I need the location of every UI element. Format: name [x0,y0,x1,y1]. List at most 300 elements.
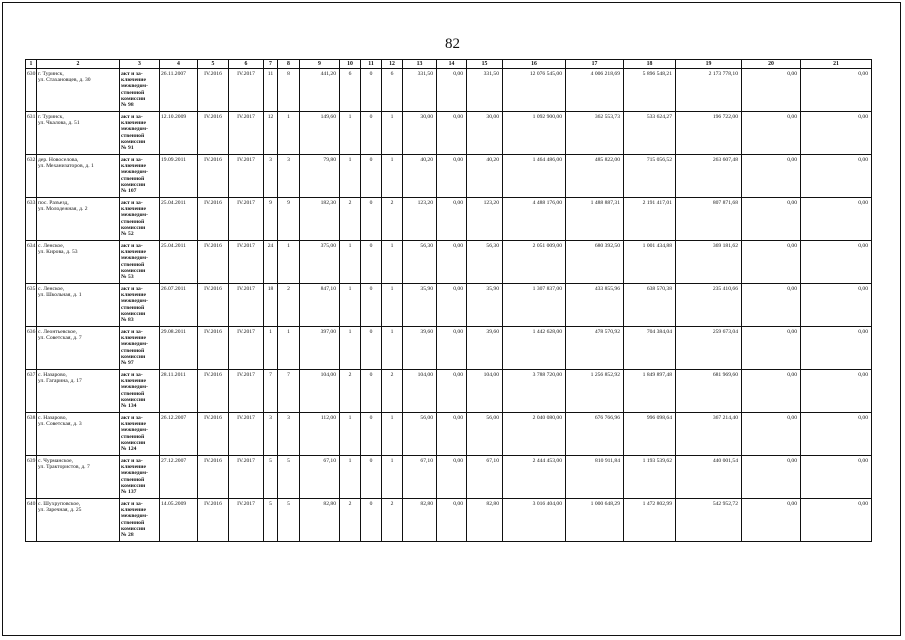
address-line: ул. Советская, д. 3 [38,421,82,428]
basis-line: межведом- [121,126,148,133]
cell-col-16: 1 464 486,00 [503,155,566,198]
column-header-18: 18 [624,60,676,69]
cell-col-9: 397,00 [300,327,340,370]
cell-col-21: 0,00 [801,499,872,542]
table-row [26,499,872,542]
basis-line: межведом- [121,427,148,434]
cell-col-5: IV.2016 [198,499,229,542]
basis-line: межведом- [121,384,148,391]
cell-col-11: 0 [361,241,382,284]
basis-line: № 124 [121,446,137,453]
cell-col-4: 19.09.2011 [160,155,198,198]
basis-line: ственной [121,519,145,526]
cell-col-9: 67,10 [300,456,340,499]
cell-col-21: 0,00 [801,112,872,155]
basis-line: ключение [121,206,146,213]
cell-col-16: 2 040 080,00 [503,413,566,456]
basis-line: комиссии [121,482,146,489]
table-row [26,284,872,327]
cell-col-5: IV.2016 [198,327,229,370]
cell-col-7: 5 [264,456,278,499]
basis-line: № 134 [121,403,137,410]
basis-cell [120,327,160,370]
basis-line: ственной [121,390,145,397]
cell-col-18: 715 056,52 [624,155,676,198]
cell-col-10: 1 [340,241,361,284]
table-row [26,198,872,241]
column-header-8: 8 [278,60,300,69]
basis-line: комиссии [121,267,146,274]
address-line: с. Леонтьевское, [38,329,78,335]
basis-line: ственной [121,218,145,225]
cell-col-10: 1 [340,413,361,456]
address-cell [37,198,120,241]
basis-line: межведом- [121,513,148,520]
cell-col-21: 0,00 [801,370,872,413]
cell-col-14: 0,00 [437,69,467,112]
cell-col-17: 362 553,73 [566,112,624,155]
basis-line: акт и за- [121,501,143,507]
cell-col-10: 1 [340,112,361,155]
basis-line: межведом- [121,212,148,219]
basis-line: акт и за- [121,71,143,77]
cell-col-5: IV.2016 [198,370,229,413]
cell-col-18: 704 384,04 [624,327,676,370]
address-cell [37,456,120,499]
basis-line: ключение [121,163,146,170]
cell-col-14: 0,00 [437,241,467,284]
cell-col-9: 375,00 [300,241,340,284]
basis-cell [120,284,160,327]
cell-col-8: 1 [278,112,300,155]
cell-col-6: IV.2017 [229,284,264,327]
row-number: 634 [26,241,37,284]
cell-col-18: 1 849 897,48 [624,370,676,413]
basis-line: комиссии [121,181,146,188]
cell-col-5: IV.2016 [198,456,229,499]
cell-col-20: 0,00 [742,456,801,499]
cell-col-4: 26.11.2007 [160,69,198,112]
table-row [26,413,872,456]
row-number: 630 [26,69,37,112]
cell-col-15: 104,00 [467,370,503,413]
basis-line: № 107 [121,188,137,195]
basis-cell [120,370,160,413]
cell-col-9: 149,60 [300,112,340,155]
cell-col-15: 67,10 [467,456,503,499]
cell-col-13: 56,30 [403,241,437,284]
cell-col-5: IV.2016 [198,69,229,112]
cell-col-6: IV.2017 [229,241,264,284]
cell-col-19: 196 722,00 [676,112,742,155]
cell-col-7: 9 [264,198,278,241]
row-number: 633 [26,198,37,241]
cell-col-13: 67,10 [403,456,437,499]
cell-col-16: 2 444 453,00 [503,456,566,499]
basis-line: межведом- [121,470,148,477]
cell-col-20: 0,00 [742,241,801,284]
basis-line: комиссии [121,224,146,231]
cell-col-6: IV.2017 [229,499,264,542]
basis-line: № 91 [121,145,134,152]
cell-col-13: 123,20 [403,198,437,241]
address-cell [37,112,120,155]
cell-col-8: 7 [278,370,300,413]
cell-col-12: 2 [382,198,403,241]
address-cell [37,69,120,112]
cell-col-8: 2 [278,284,300,327]
basis-line: ственной [121,304,145,311]
cell-col-8: 3 [278,413,300,456]
address-line: ул. Кирова, д. 53 [38,249,78,256]
cell-col-7: 11 [264,69,278,112]
address-line: с. Назарово, [38,372,67,378]
basis-cell [120,198,160,241]
cell-col-11: 0 [361,413,382,456]
cell-col-13: 331,50 [403,69,437,112]
cell-col-16: 3 016 404,00 [503,499,566,542]
cell-col-18: 638 570,38 [624,284,676,327]
column-header-5: 5 [198,60,229,69]
cell-col-11: 0 [361,155,382,198]
basis-line: комиссии [121,525,146,532]
cell-col-13: 104,00 [403,370,437,413]
cell-col-16: 1 307 837,00 [503,284,566,327]
basis-line: № 52 [121,231,134,238]
row-number: 632 [26,155,37,198]
basis-line: № 97 [121,360,134,367]
row-number: 640 [26,499,37,542]
cell-col-7: 1 [264,327,278,370]
row-number: 638 [26,413,37,456]
cell-col-5: IV.2016 [198,155,229,198]
cell-col-20: 0,00 [742,284,801,327]
cell-col-21: 0,00 [801,69,872,112]
basis-line: ключение [121,507,146,514]
basis-cell [120,69,160,112]
basis-line: акт и за- [121,329,143,335]
address-line: г. Туринск, [38,71,64,77]
cell-col-17: 485 822,00 [566,155,624,198]
basis-line: межведом- [121,341,148,348]
address-cell [37,327,120,370]
cell-col-13: 82,80 [403,499,437,542]
column-header-4: 4 [160,60,198,69]
row-number: 637 [26,370,37,413]
cell-col-14: 0,00 [437,284,467,327]
cell-col-4: 14.05.2009 [160,499,198,542]
basis-line: ключение [121,378,146,385]
cell-col-12: 1 [382,155,403,198]
cell-col-20: 0,00 [742,112,801,155]
basis-cell [120,155,160,198]
basis-cell [120,456,160,499]
cell-col-12: 1 [382,284,403,327]
column-header-14: 14 [437,60,467,69]
cell-col-12: 2 [382,499,403,542]
cell-col-14: 0,00 [437,327,467,370]
column-header-17: 17 [566,60,624,69]
cell-col-21: 0,00 [801,327,872,370]
cell-col-20: 0,00 [742,327,801,370]
address-line: с. Шухруповское, [38,501,81,507]
cell-col-20: 0,00 [742,198,801,241]
column-header-6: 6 [229,60,264,69]
row-number: 639 [26,456,37,499]
column-header-10: 10 [340,60,361,69]
basis-line: комиссии [121,310,146,317]
cell-col-16: 1 442 628,00 [503,327,566,370]
cell-col-17: 433 855,96 [566,284,624,327]
cell-col-11: 0 [361,327,382,370]
cell-col-13: 30,00 [403,112,437,155]
address-cell [37,370,120,413]
cell-col-17: 1 488 887,31 [566,198,624,241]
cell-col-5: IV.2016 [198,198,229,241]
cell-col-7: 24 [264,241,278,284]
cell-col-15: 123,20 [467,198,503,241]
address-line: пос. Разъезд, [38,200,69,206]
basis-line: акт и за- [121,157,143,163]
cell-col-17: 1 256 852,92 [566,370,624,413]
row-number: 635 [26,284,37,327]
cell-col-15: 40,20 [467,155,503,198]
cell-col-19: 369 181,62 [676,241,742,284]
cell-col-19: 235 410,66 [676,284,742,327]
cell-col-5: IV.2016 [198,241,229,284]
address-cell [37,284,120,327]
cell-col-8: 5 [278,456,300,499]
cell-col-12: 1 [382,413,403,456]
cell-col-14: 0,00 [437,112,467,155]
cell-col-8: 8 [278,69,300,112]
cell-col-12: 1 [382,241,403,284]
column-header-16: 16 [503,60,566,69]
cell-col-21: 0,00 [801,284,872,327]
column-header-9: 9 [300,60,340,69]
address-line: ул. Стахановцев, д. 30 [38,77,91,84]
basis-line: акт и за- [121,458,143,464]
cell-col-17: 680 392,50 [566,241,624,284]
cell-col-21: 0,00 [801,198,872,241]
cell-col-11: 0 [361,69,382,112]
cell-col-10: 2 [340,370,361,413]
basis-line: № 83 [121,317,134,324]
cell-col-7: 3 [264,155,278,198]
cell-col-17: 478 570,92 [566,327,624,370]
cell-col-10: 1 [340,456,361,499]
cell-col-20: 0,00 [742,499,801,542]
basis-line: акт и за- [121,243,143,249]
cell-col-4: 29.08.2011 [160,327,198,370]
cell-col-12: 2 [382,370,403,413]
cell-col-17: 4 006 218,69 [566,69,624,112]
address-cell [37,241,120,284]
cell-col-19: 2 173 778,10 [676,69,742,112]
cell-col-15: 35,90 [467,284,503,327]
cell-col-18: 996 098,64 [624,413,676,456]
cell-col-15: 39,60 [467,327,503,370]
cell-col-7: 7 [264,370,278,413]
cell-col-18: 1 001 434,88 [624,241,676,284]
address-cell [37,413,120,456]
table-row [26,155,872,198]
cell-col-14: 0,00 [437,370,467,413]
cell-col-11: 0 [361,198,382,241]
basis-cell [120,241,160,284]
cell-col-15: 30,00 [467,112,503,155]
address-line: с. Ленское, [38,286,65,292]
cell-col-16: 4 488 176,00 [503,198,566,241]
cell-col-8: 1 [278,327,300,370]
basis-line: ключение [121,249,146,256]
cell-col-7: 5 [264,499,278,542]
column-header-12: 12 [382,60,403,69]
table-row [26,370,872,413]
cell-col-15: 331,50 [467,69,503,112]
basis-line: комиссии [121,353,146,360]
cell-col-7: 3 [264,413,278,456]
basis-line: ключение [121,421,146,428]
cell-col-4: 26.07.2011 [160,284,198,327]
table-row [26,112,872,155]
basis-line: акт и за- [121,114,143,120]
cell-col-13: 56,00 [403,413,437,456]
cell-col-17: 676 766,96 [566,413,624,456]
cell-col-18: 1 472 802,99 [624,499,676,542]
cell-col-4: 26.12.2007 [160,413,198,456]
column-header-21: 21 [801,60,872,69]
basis-cell [120,413,160,456]
cell-col-9: 82,80 [300,499,340,542]
cell-col-10: 2 [340,198,361,241]
cell-col-18: 2 191 417,01 [624,198,676,241]
cell-col-12: 1 [382,456,403,499]
cell-col-6: IV.2017 [229,198,264,241]
cell-col-9: 847,10 [300,284,340,327]
cell-col-9: 182,30 [300,198,340,241]
cell-col-10: 1 [340,284,361,327]
address-line: ул. Чкалова, д. 51 [38,120,80,127]
cell-col-19: 263 607,48 [676,155,742,198]
basis-line: межведом- [121,169,148,176]
basis-line: комиссии [121,396,146,403]
cell-col-14: 0,00 [437,198,467,241]
cell-col-19: 440 001,54 [676,456,742,499]
cell-col-10: 1 [340,327,361,370]
cell-col-19: 542 952,72 [676,499,742,542]
cell-col-19: 367 214,40 [676,413,742,456]
column-header-2: 2 [37,60,120,69]
cell-col-11: 0 [361,284,382,327]
cell-col-21: 0,00 [801,155,872,198]
cell-col-20: 0,00 [742,155,801,198]
cell-col-20: 0,00 [742,413,801,456]
cell-col-12: 6 [382,69,403,112]
column-header-19: 19 [676,60,742,69]
column-header-3: 3 [120,60,160,69]
address-line: ул. Механизаторов, д. 1 [38,163,94,170]
table-row [26,456,872,499]
basis-line: ственной [121,132,145,139]
cell-col-4: 28.11.2011 [160,370,198,413]
cell-col-5: IV.2016 [198,413,229,456]
basis-line: ключение [121,77,146,84]
cell-col-6: IV.2017 [229,413,264,456]
cell-col-14: 0,00 [437,413,467,456]
cell-col-6: IV.2017 [229,456,264,499]
cell-col-9: 104,00 [300,370,340,413]
register-table [25,59,872,542]
cell-col-21: 0,00 [801,413,872,456]
address-line: дер. Новоселова, [38,157,79,163]
basis-line: ственной [121,347,145,354]
cell-col-16: 1 092 900,00 [503,112,566,155]
basis-line: ключение [121,335,146,342]
cell-col-19: 807 871,68 [676,198,742,241]
column-header-11: 11 [361,60,382,69]
basis-line: ственной [121,175,145,182]
cell-col-9: 79,80 [300,155,340,198]
cell-col-5: IV.2016 [198,284,229,327]
basis-line: ключение [121,292,146,299]
cell-col-18: 5 896 548,21 [624,69,676,112]
basis-line: ключение [121,120,146,127]
cell-col-15: 56,00 [467,413,503,456]
cell-col-4: 25.04.2011 [160,241,198,284]
cell-col-15: 82,80 [467,499,503,542]
cell-col-10: 6 [340,69,361,112]
address-line: г. Туринск, [38,114,64,120]
basis-line: комиссии [121,138,146,145]
column-header-1: 1 [26,60,37,69]
basis-line: № 28 [121,532,134,539]
cell-col-13: 39,60 [403,327,437,370]
cell-col-8: 5 [278,499,300,542]
cell-col-15: 56,30 [467,241,503,284]
cell-col-8: 3 [278,155,300,198]
cell-col-17: 1 000 648,29 [566,499,624,542]
address-line: с. Чурманское, [38,458,74,464]
cell-col-8: 1 [278,241,300,284]
basis-line: ключение [121,464,146,471]
cell-col-11: 0 [361,112,382,155]
basis-line: акт и за- [121,286,143,292]
table-row [26,241,872,284]
cell-col-9: 441,20 [300,69,340,112]
cell-col-14: 0,00 [437,499,467,542]
cell-col-10: 1 [340,155,361,198]
address-line: с. Ленское, [38,243,65,249]
basis-line: межведом- [121,298,148,305]
cell-col-6: IV.2017 [229,155,264,198]
basis-line: ственной [121,433,145,440]
cell-col-13: 35,90 [403,284,437,327]
cell-col-18: 1 193 539,62 [624,456,676,499]
cell-col-21: 0,00 [801,456,872,499]
table-row [26,327,872,370]
column-header-20: 20 [742,60,801,69]
cell-col-14: 0,00 [437,155,467,198]
basis-line: акт и за- [121,372,143,378]
cell-col-20: 0,00 [742,370,801,413]
cell-col-5: IV.2016 [198,112,229,155]
cell-col-6: IV.2017 [229,327,264,370]
address-cell [37,499,120,542]
basis-line: межведом- [121,255,148,262]
cell-col-8: 9 [278,198,300,241]
cell-col-7: 12 [264,112,278,155]
